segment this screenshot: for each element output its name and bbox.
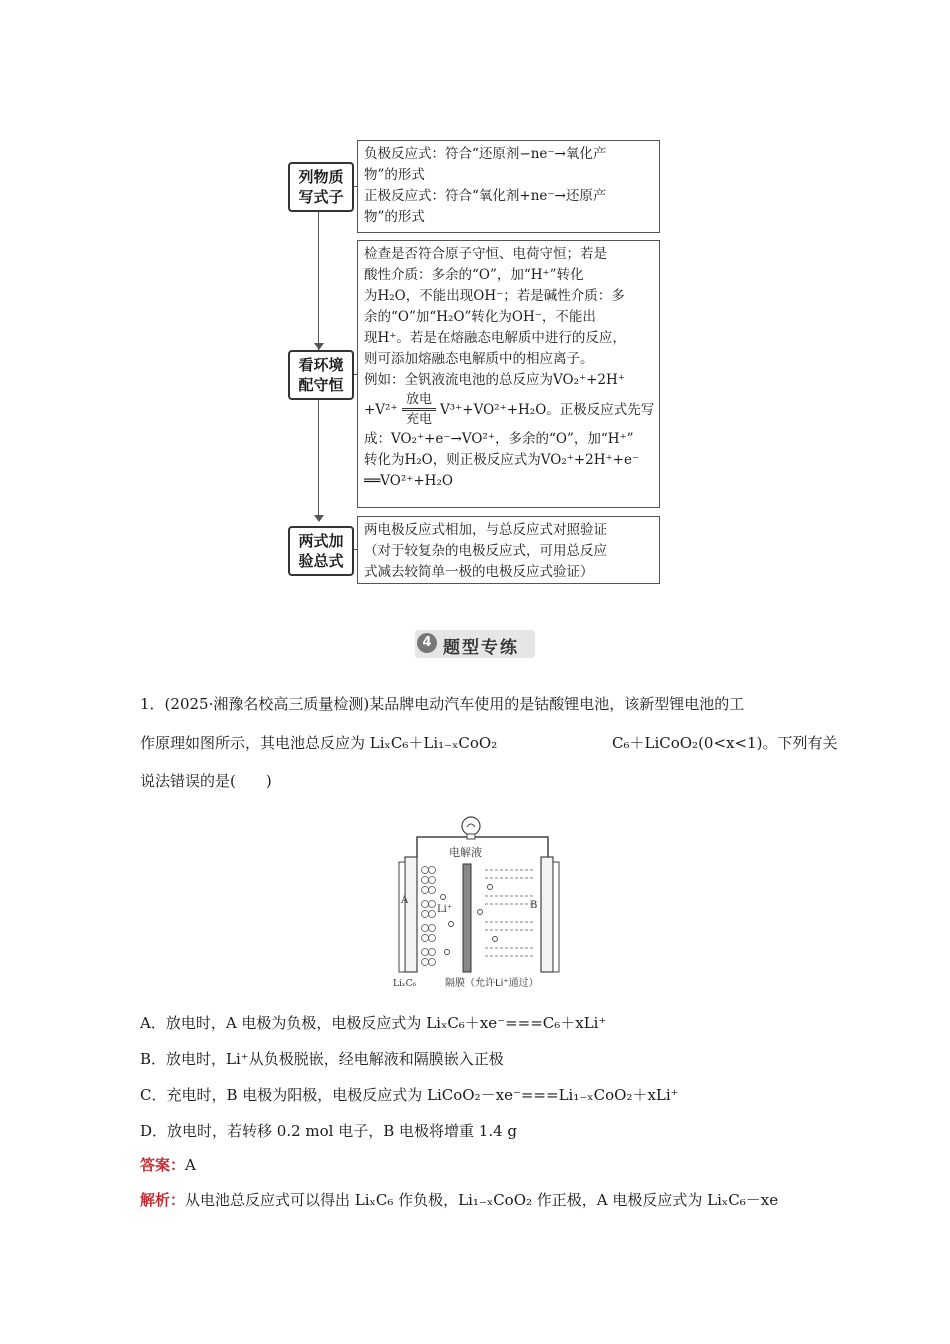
equation-bottom-label: 充电 <box>405 412 432 427</box>
step2-label-line2: 配守恒 <box>298 376 344 394</box>
label-b: B <box>530 900 538 911</box>
analysis-line <box>140 1188 778 1212</box>
step2-label-line1: 看环境 <box>298 356 344 374</box>
step1-line: 正极反应式：符合“氧化剂+ne⁻→还原产 <box>364 188 607 204</box>
section-title: 题型专练 <box>443 638 519 658</box>
step1-line: 物”的形式 <box>364 209 425 225</box>
graphite-layers <box>422 867 436 966</box>
step2-equation <box>364 391 653 429</box>
lightbulb-icon <box>462 817 480 839</box>
option-b: B．放电时，Li⁺从负极脱嵌，经电解液和隔膜嵌入正极 <box>140 1050 504 1068</box>
electrolyte-label: 电解液 <box>449 846 482 859</box>
answer-label: 答案： <box>140 1156 186 1174</box>
membrane-label: 隔膜（允许Li⁺通过） <box>445 978 539 989</box>
step2-line: ══VO²⁺+H₂O <box>364 473 453 489</box>
equation-right: V³⁺+VO²⁺+H₂O。正极反应式先写 <box>440 402 655 418</box>
step1-content <box>357 140 660 233</box>
step1-line: 负极反应式：符合“还原剂−ne⁻→氧化产 <box>364 146 607 162</box>
step3-label-line2: 验总式 <box>298 552 344 570</box>
step3-label <box>288 526 354 576</box>
step2-content <box>357 240 660 508</box>
option-c: C．充电时，B 电极为阳极，电极反应式为 LiCoO₂－xe⁻===Li₁₋ₓCoO₂＋xLi⁺ <box>140 1086 679 1104</box>
flow-vertical-line <box>318 210 319 350</box>
equation-left: +V²⁺ <box>364 402 398 418</box>
step3-line: （对于较复杂的电极反应式，可用总反应 <box>364 543 607 559</box>
step2-label <box>288 350 354 400</box>
cobalt-oxide-layers <box>485 870 538 956</box>
step2-line: 例如：全钒液流电池的总反应为VO₂⁺+2H⁺ <box>364 372 625 388</box>
li-ion-label: Li⁺ <box>437 904 453 915</box>
separator-membrane <box>463 864 471 972</box>
analysis-text: 从电池总反应式可以得出 LiₓC₆ 作负极，Li₁₋ₓCoO₂ 作正极，A 电极反应式为 LiₓC₆－xe <box>185 1191 779 1209</box>
equation-arrow <box>402 391 436 428</box>
flow-arrow-down-icon <box>314 343 324 350</box>
step1-line: 物”的形式 <box>364 167 425 183</box>
question-line-2a: 作原理如图所示，其电池总反应为 LiₓC₆＋Li₁₋ₓCoO₂ <box>140 734 498 752</box>
answer-line <box>140 1153 196 1177</box>
battery-diagram <box>385 812 585 992</box>
option-d: D．放电时，若转移 0.2 mol 电子，B 电极将增重 1.4 g <box>140 1122 518 1140</box>
electrode-b-back <box>553 862 559 972</box>
electrode-a-back <box>399 862 405 972</box>
question-line-2b: C₆＋LiCoO₂(0<x<1)。下列有关 <box>612 734 838 752</box>
electrode-b <box>541 857 553 972</box>
section-number-badge: 4 <box>417 633 437 653</box>
step2-line: 酸性介质：多余的“O”，加“H⁺”转化 <box>364 267 584 283</box>
step1-label-line1: 列物质 <box>298 168 344 186</box>
step1-label <box>288 162 354 212</box>
equation-top-label: 放电 <box>405 392 432 407</box>
step2-line: 现H⁺。若是在熔融态电解质中进行的反应， <box>364 330 626 346</box>
analysis-label: 解析： <box>140 1191 186 1209</box>
step2-line: 成：VO₂⁺+e⁻→VO²⁺，多余的“O”，加“H⁺” <box>364 431 634 447</box>
reaction-arrow <box>555 738 595 748</box>
step2-line: 检查是否符合原子守恒、电荷守恒；若是 <box>364 246 607 262</box>
step2-line: 则可添加熔融态电解质中的相应离子。 <box>364 351 594 367</box>
question-line-3: 说法错误的是( ) <box>140 772 272 790</box>
step3-content <box>357 516 660 584</box>
electrode-a <box>405 857 417 972</box>
step2-line: 为H₂O，不能出现OH⁻；若是碱性介质：多 <box>364 288 625 304</box>
section-banner <box>415 630 535 658</box>
step2-line: 余的“O”加“H₂O”转化为OH⁻，不能出 <box>364 309 596 325</box>
step3-line: 两电极反应式相加，与总反应式对照验证 <box>364 522 607 538</box>
label-a: A <box>401 895 409 906</box>
option-a: A．放电时，A 电极为负极，电极反应式为 LiₓC₆＋xe⁻===C₆＋xLi⁺ <box>140 1014 607 1032</box>
anode-label: LiₓC₆ <box>393 979 417 989</box>
step2-line: 转化为H₂O，则正极反应式为VO₂⁺+2H⁺+e⁻ <box>364 452 640 468</box>
flow-vertical-line <box>318 398 319 518</box>
answer-value: A <box>185 1156 196 1174</box>
flow-arrow-down-icon <box>314 515 324 522</box>
step3-label-line1: 两式加 <box>298 532 344 550</box>
circuit-wire <box>417 837 548 857</box>
question-line-1: 1．(2025·湘豫名校高三质量检测)某品牌电动汽车使用的是钴酸锂电池，该新型锂电池的工 <box>140 695 745 713</box>
step3-line: 式减去较简单一极的电极反应式验证） <box>364 564 594 580</box>
step1-label-line2: 写式子 <box>298 188 344 206</box>
